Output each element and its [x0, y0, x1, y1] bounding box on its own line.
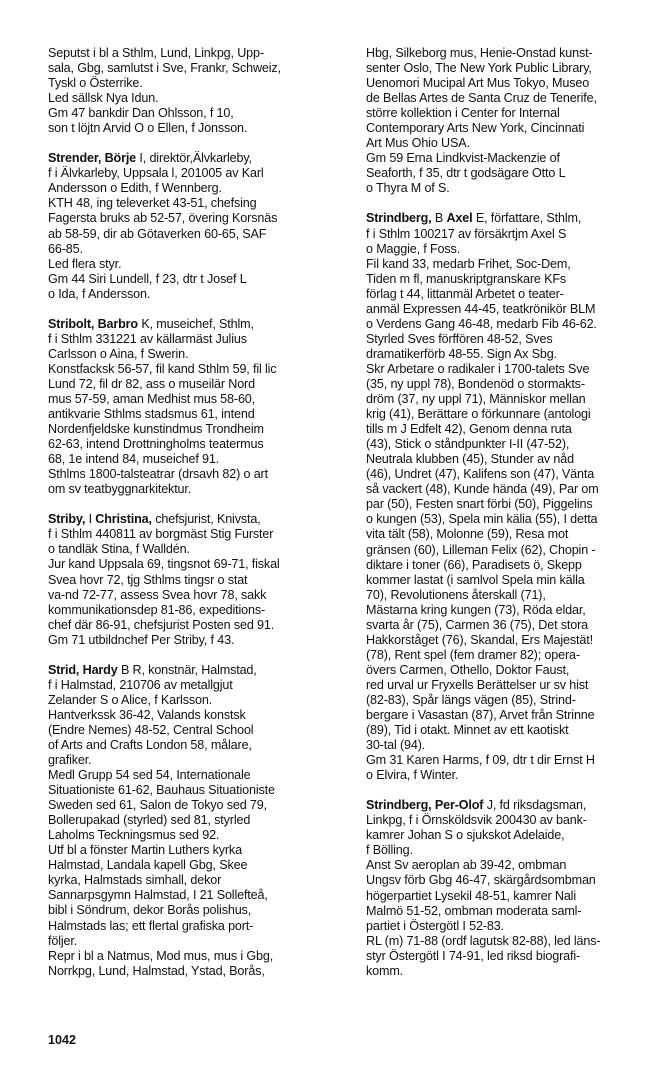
- entry-line: [366, 919, 660, 934]
- entry-line: [366, 964, 660, 979]
- entry-text: Ungsv förb Gbg 46-47, skärgårdsombman: [366, 873, 596, 888]
- entry-line: [48, 753, 342, 768]
- entry-line: [366, 347, 660, 362]
- entry-text: Neutrala klubben (45), Stunder av nåd: [366, 452, 574, 467]
- biography-entry: [48, 317, 342, 498]
- entry-text: chefsjurist, Knivsta,: [151, 512, 261, 527]
- entry-line: [48, 422, 342, 437]
- entry-line: [48, 813, 342, 828]
- entry-text: RL (m) 71-88 (ordf lagutsk 82-88), led läns-: [366, 933, 601, 948]
- entry-text: Halmstad, Landala kapell Gbg, Skee: [48, 858, 248, 873]
- entry-text: of Arts and Crafts London 58, målare,: [48, 737, 252, 752]
- entry-line: [48, 317, 342, 332]
- entry-text: o kungen (53), Spela min kälia (55), I detta: [366, 512, 598, 527]
- entry-line: [366, 467, 660, 482]
- entry-text: (Endre Nemes) 48-52, Central School: [48, 722, 254, 737]
- entry-line: [366, 648, 660, 663]
- entry-text: B R, konstnär, Halmstad,: [117, 662, 257, 677]
- entry-line: [366, 828, 660, 843]
- biography-entry: [48, 512, 342, 647]
- entry-text: Tyskl o Österrike.: [48, 76, 143, 91]
- entry-line: [366, 889, 660, 904]
- entry-text: Gm 59 Erna Lindkvist-Mackenzie of: [366, 151, 560, 166]
- entry-line: [366, 798, 660, 813]
- entry-text: svarta år (75), Carmen 36 (75), Det stora: [366, 617, 589, 632]
- entry-text: Fagersta bruks ab 52-57, övering Korsnäs: [48, 211, 278, 226]
- entry-text: 70), Revolutionens återskall (71),: [366, 587, 546, 602]
- entry-text: diktare i toner (66), Paradisets ö, Skepp: [366, 557, 582, 572]
- entry-line: [366, 633, 660, 648]
- entry-line: [48, 693, 342, 708]
- entry-text: tills m J Edfelt 42), Genom denna ruta: [366, 422, 572, 437]
- entry-line: [366, 678, 660, 693]
- entry-text: Carlsson o Aina, f Swerin.: [48, 346, 189, 361]
- entry-line: [366, 753, 660, 768]
- left-column: [48, 46, 342, 994]
- entry-text: anmäl Expressen 44-45, teatkrönikör BLM: [366, 301, 596, 316]
- entry-line: [366, 211, 660, 226]
- entry-line: [366, 904, 660, 919]
- biography-entry: [48, 663, 342, 979]
- entry-text: (78), Rent spel (fem dramer 82); opera-: [366, 647, 580, 662]
- entry-text: bibl i Söndrum, dekor Borås polishus,: [48, 903, 252, 918]
- entry-text: Halmstads las; ett flertal grafiska port-: [48, 918, 254, 933]
- entry-line: [48, 121, 342, 136]
- entry-text: f i Sthlm 100217 av försäkrtjm Axel S: [366, 226, 567, 241]
- entry-text: Sannarpsgymn Halmstad, I 21 Sollefteå,: [48, 888, 268, 903]
- biography-entry: [366, 211, 660, 783]
- entry-line: [366, 76, 660, 91]
- entry-line: [48, 542, 342, 557]
- entry-text: o tandläk Stina, f Walldén.: [48, 542, 190, 557]
- entry-text: Led flera styr.: [48, 256, 122, 271]
- entry-line: [366, 588, 660, 603]
- entry-text: dramatikerförb 48-55. Sign Ax Sbg.: [366, 346, 557, 361]
- entry-text: chef där 86-91, chefsjurist Posten sed 91.: [48, 617, 275, 632]
- entry-text: o Verdens Gang 46-48, medarb Fib 46-62.: [366, 316, 597, 331]
- entry-line: [48, 392, 342, 407]
- entry-text: Art Mus Ohio USA.: [366, 136, 470, 151]
- entry-line: [48, 46, 342, 61]
- entry-text: K, museichef, Sthlm,: [137, 316, 254, 331]
- entry-name: Strindberg,: [366, 211, 432, 226]
- entry-text: Linkpg, f i Örnsköldsvik 200430 av bank-: [366, 813, 587, 828]
- biography-entry: [366, 798, 660, 979]
- entry-line: [48, 61, 342, 76]
- entry-line: [48, 257, 342, 272]
- entry-text: styr Östergötl I 74-91, led riksd biografi-: [366, 948, 581, 963]
- entry-name: Strid, Hardy: [48, 662, 118, 677]
- entry-line: [366, 242, 660, 257]
- entry-text: o Maggie, f Foss.: [366, 241, 461, 256]
- entry-text: sala, Gbg, samlutst i Sve, Frankr, Schweiz,: [48, 61, 281, 76]
- entry-text: 68, 1e intend 84, museichef 91.: [48, 452, 220, 467]
- entry-line: [48, 467, 342, 482]
- entry-text: gränsen (60), Lilleman Felix (62), Chopin -: [366, 542, 596, 557]
- entry-line: [48, 347, 342, 362]
- entry-text: E, författare, Sthlm,: [472, 211, 582, 226]
- entry-name: Strindberg, Per-Olof: [366, 798, 484, 813]
- entry-text: kommer lastat (i samlvol Spela min källa: [366, 572, 585, 587]
- entry-text: högerpartiet Lysekil 48-51, kamrer Nali: [366, 888, 576, 903]
- entry-text: Uenomori Mucipal Art Mus Tokyo, Museo: [366, 76, 590, 91]
- entry-line: [48, 362, 342, 377]
- entry-text: Malmö 51-52, ombman moderata saml-: [366, 903, 582, 918]
- entry-text: f i Sthlm 440811 av borgmäst Stig Furster: [48, 527, 274, 542]
- entry-text: förlag t 44, littanmäl Arbetet o teater-: [366, 286, 564, 301]
- entry-line: [48, 588, 342, 603]
- entry-text: Konstfacksk 56-57, fil kand Sthlm 59, fil lic: [48, 361, 277, 376]
- entry-line: [366, 257, 660, 272]
- entry-text: 66-85.: [48, 241, 83, 256]
- entry-line: [366, 302, 660, 317]
- entry-line: [366, 603, 660, 618]
- entry-line: [366, 46, 660, 61]
- entry-line: [48, 211, 342, 226]
- entry-text: f Bölling.: [366, 843, 413, 858]
- entry-line: [48, 557, 342, 572]
- entry-text: o Elvira, f Winter.: [366, 768, 459, 783]
- entry-line: [366, 392, 660, 407]
- entry-text: så vackert (48), Kunde hända (49), Par om: [366, 482, 599, 497]
- entry-line: [366, 934, 660, 949]
- entry-text: B: [431, 211, 447, 226]
- entry-text: kommunikationsdep 81-86, expeditions-: [48, 602, 266, 617]
- entry-text: son t löjtn Arvid O o Ellen, f Jonsson.: [48, 121, 248, 136]
- entry-text: krig (41), Berättare o förkunnare (antologi: [366, 407, 591, 422]
- entry-text: f i Sthlm 331221 av källarmäst Julius: [48, 331, 247, 346]
- entry-line: [366, 723, 660, 738]
- entry-text: Gm 47 bankdir Dan Ohlsson, f 10,: [48, 106, 234, 121]
- entry-line: [366, 136, 660, 151]
- entry-line: [48, 858, 342, 873]
- entry-line: [48, 482, 342, 497]
- entry-line: [48, 151, 342, 166]
- entry-text: KTH 48, ing televerket 43-51, chefsing: [48, 196, 257, 211]
- entry-text: I: [85, 512, 96, 527]
- entry-line: [366, 482, 660, 497]
- entry-text: Medl Grupp 54 sed 54, Internationale: [48, 768, 251, 783]
- entry-text: (46), Undret (47), Kalifens son (47), Vänta: [366, 467, 595, 482]
- entry-text: J, fd riksdagsman,: [483, 798, 587, 813]
- entry-line: [366, 543, 660, 558]
- entry-text: Repr i bl a Natmus, Mod mus, mus i Gbg,: [48, 948, 274, 963]
- entry-line: [48, 452, 342, 467]
- entry-line: [48, 873, 342, 888]
- entry-line: [366, 166, 660, 181]
- entry-text: Led sällsk Nya Idun.: [48, 91, 159, 106]
- entry-text: antikvarie Sthlms stadsmus 61, intend: [48, 407, 255, 422]
- entry-line: [366, 558, 660, 573]
- entry-text: Laholms Teckningsmus sed 92.: [48, 828, 220, 843]
- entry-text: Tiden m fl, manuskriptgranskare KFs: [366, 271, 567, 286]
- entry-line: [48, 227, 342, 242]
- entry-text: Contemporary Arts New York, Cincinnati: [366, 121, 585, 136]
- entry-text: (35, ny uppl 78), Bondenöd o stormakts-: [366, 376, 585, 391]
- entry-line: [48, 196, 342, 211]
- entry-line: [48, 287, 342, 302]
- entry-line: [48, 437, 342, 452]
- entry-text: grafiker.: [48, 753, 92, 768]
- entry-text: Anst Sv aeroplan ab 39-42, ombman: [366, 858, 567, 873]
- entry-text: Lund 72, fil dr 82, ass o museilär Nord: [48, 376, 255, 391]
- entry-text: f i Älvkarleby, Uppsala l, 201005 av Karl: [48, 166, 264, 181]
- entry-name: Strender, Börje: [48, 151, 137, 166]
- entry-text: Andersson o Edith, f Wennberg.: [48, 181, 222, 196]
- entry-line: [48, 166, 342, 181]
- right-column: [366, 46, 660, 994]
- entry-text: Situationiste 61-62, Bauhaus Situationiste: [48, 783, 275, 798]
- entry-line: [48, 242, 342, 257]
- entry-line: [48, 783, 342, 798]
- entry-line: [366, 573, 660, 588]
- entry-line: [366, 768, 660, 783]
- entry-text: (89), Tid i otakt. Minnet av ett kaotiskt: [366, 723, 569, 738]
- entry-text: Gm 71 utbildnchef Per Striby, f 43.: [48, 632, 235, 647]
- biography-entry: [366, 46, 660, 196]
- entry-line: [48, 934, 342, 949]
- entry-text: om sv teatbyggnarkitektur.: [48, 482, 192, 497]
- entry-text: Seaforth, f 35, dtr t godsägare Otto L: [366, 166, 566, 181]
- entry-line: [48, 798, 342, 813]
- entry-line: [48, 738, 342, 753]
- entry-text: kyrka, Halmstads simhall, dekor: [48, 873, 222, 888]
- entry-text: Zelander S o Alice, f Karlsson.: [48, 692, 213, 707]
- entry-line: [48, 633, 342, 648]
- entry-line: [366, 407, 660, 422]
- entry-text: 30-tal (94).: [366, 738, 426, 753]
- entry-line: [366, 512, 660, 527]
- entry-line: [48, 768, 342, 783]
- entry-line: [48, 407, 342, 422]
- entry-text: 62-63, intend Drottningholms teatermus: [48, 437, 264, 452]
- entry-text: bergare i Vasastan (87), Arvet från Strinne: [366, 708, 595, 723]
- entry-text: ab 58-59, dir ab Götaverken 60-65, SAF: [48, 226, 267, 241]
- entry-line: [366, 362, 660, 377]
- entry-line: [48, 332, 342, 347]
- entry-text: Skr Arbetare o radikaler i 1700-talets Sve: [366, 361, 590, 376]
- entry-line: [48, 512, 342, 527]
- entry-line: [366, 497, 660, 512]
- entry-line: [366, 663, 660, 678]
- entry-line: [366, 693, 660, 708]
- entry-line: [48, 527, 342, 542]
- entry-text: Hantverkssk 36-42, Valands konstsk: [48, 707, 246, 722]
- entry-text: par (50), Festen snart förbi (50), Piggelins: [366, 497, 593, 512]
- entry-line: [48, 708, 342, 723]
- entry-text: övers Carmen, Othello, Doktor Faust,: [366, 662, 570, 677]
- entry-line: [366, 858, 660, 873]
- entry-line: [48, 949, 342, 964]
- entry-text: vita tält (58), Molonne (59), Resa mot: [366, 527, 569, 542]
- entry-line: [366, 527, 660, 542]
- entry-line: [48, 723, 342, 738]
- entry-text: Nordenfjeldske kunstindmus Trondheim: [48, 422, 264, 437]
- entry-line: [48, 603, 342, 618]
- entry-text: dröm (37, ny uppl 71), Människor mellan: [366, 392, 586, 407]
- entry-line: [366, 813, 660, 828]
- entry-line: [366, 618, 660, 633]
- entry-text: f i Halmstad, 210706 av metallgjut: [48, 677, 233, 692]
- entry-line: [366, 422, 660, 437]
- entry-text: Styrled Sves förffören 48-52, Sves: [366, 331, 553, 346]
- entry-line: [366, 287, 660, 302]
- entry-line: [366, 452, 660, 467]
- entry-line: [366, 437, 660, 452]
- entry-line: [48, 903, 342, 918]
- entry-line: [48, 663, 342, 678]
- entry-line: [366, 227, 660, 242]
- entry-text: Gm 44 Siri Lundell, f 23, dtr t Josef L: [48, 271, 247, 286]
- entry-text: red urval ur Fryxells Berättelser ur sv hist: [366, 677, 589, 692]
- entry-line: [366, 332, 660, 347]
- biography-entry: [48, 46, 342, 136]
- entry-name: Striby,: [48, 512, 86, 527]
- entry-text: Hbg, Silkeborg mus, Henie-Onstad kunst-: [366, 46, 593, 60]
- entry-text: Sthlms 1800-talsteatrar (drsavh 82) o art: [48, 467, 268, 482]
- entry-line: [366, 272, 660, 287]
- entry-text: Seputst i bl a Sthlm, Lund, Linkpg, Upp-: [48, 46, 264, 60]
- entry-text: Sweden sed 61, Salon de Tokyo sed 79,: [48, 798, 267, 813]
- entry-text: Fil kand 33, medarb Frihet, Soc-Dem,: [366, 256, 571, 271]
- entry-text: (82-83), Spår längs vägen (85), Strind-: [366, 692, 576, 707]
- entry-line: [366, 121, 660, 136]
- entry-line: [48, 573, 342, 588]
- entry-line: [48, 76, 342, 91]
- entry-line: [48, 843, 342, 858]
- entry-line: [366, 843, 660, 858]
- entry-line: [366, 708, 660, 723]
- entry-line: [48, 964, 342, 979]
- biography-entry: [48, 151, 342, 301]
- entry-text: de Bellas Artes de Santa Cruz de Tenerife,: [366, 91, 597, 106]
- entry-text: kamrer Johan S o sjukskot Adelaide,: [366, 828, 565, 843]
- entry-text: Hakkorståget (76), Skandal, Ers Majestät!: [366, 632, 593, 647]
- entry-text: (43), Stick o ståndpunkter I-II (47-52),: [366, 437, 570, 452]
- entry-text: Svea hovr 72, tjg Sthlms tingsr o stat: [48, 572, 248, 587]
- entry-line: [366, 61, 660, 76]
- entry-line: [366, 91, 660, 106]
- entry-text: o Ida, f Andersson.: [48, 286, 151, 301]
- entry-name: Stribolt, Barbro: [48, 316, 138, 331]
- entry-line: [48, 106, 342, 121]
- entry-text: Jur kand Uppsala 69, tingsnot 69-71, fiskal: [48, 557, 280, 572]
- entry-line: [48, 678, 342, 693]
- entry-text: följer.: [48, 933, 78, 948]
- entry-line: [48, 618, 342, 633]
- entry-line: [366, 949, 660, 964]
- entry-line: [48, 888, 342, 903]
- entry-text: komm.: [366, 963, 404, 978]
- entry-line: [48, 181, 342, 196]
- entry-text: Gm 31 Karen Harms, f 09, dtr t dir Ernst H: [366, 753, 595, 768]
- entry-text: va-nd 72-77, assess Svea hovr 78, sakk: [48, 587, 267, 602]
- entry-text: Norrkpg, Lund, Halmstad, Ystad, Borås,: [48, 963, 265, 978]
- entry-text: I, direktör,Älvkarleby,: [136, 151, 252, 166]
- entry-text: mus 57-59, aman Medhist mus 58-60,: [48, 391, 255, 406]
- entry-line: [366, 106, 660, 121]
- entry-text: senter Oslo, The New York Public Library,: [366, 61, 592, 76]
- entry-line: [48, 91, 342, 106]
- page-number: 1042: [48, 1033, 77, 1047]
- entry-line: [366, 181, 660, 196]
- entry-line: [366, 738, 660, 753]
- entry-line: [366, 377, 660, 392]
- entry-line: [48, 377, 342, 392]
- entry-line: [48, 272, 342, 287]
- entry-line: [366, 151, 660, 166]
- entry-text: Bollerupakad (styrled) sed 81, styrled: [48, 813, 251, 828]
- entry-line: [366, 873, 660, 888]
- entry-text: o Thyra M of S.: [366, 181, 450, 196]
- entry-name: Christina,: [95, 512, 152, 527]
- entry-text: större kollektion i Center for Internal: [366, 106, 560, 121]
- entry-line: [48, 828, 342, 843]
- entry-name: Axel: [446, 211, 473, 226]
- entry-line: [48, 919, 342, 934]
- entry-text: Utf bl a fönster Martin Luthers kyrka: [48, 843, 242, 858]
- entry-text: Mästarna kring kungen (73), Röda eldar,: [366, 602, 586, 617]
- entry-line: [366, 317, 660, 332]
- entry-text: partiet i Östergötl I 52-83.: [366, 918, 504, 933]
